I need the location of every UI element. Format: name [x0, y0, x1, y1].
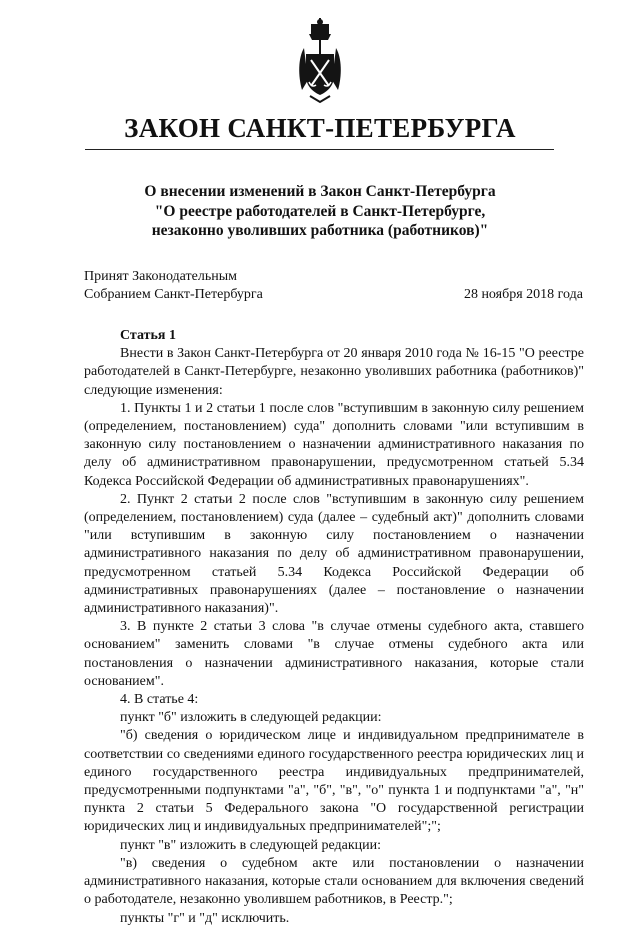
article-paragraph: пункт "б" изложить в следующей редакции:: [120, 710, 382, 726]
article-paragraph: Внести в Закон Санкт-Петербурга от 20 января 2010 года № 16-15 "О реестре работодателей в Санкт-Петербурге, незаконно уволивших работника (работников)" следующие изменения:: [84, 346, 584, 398]
adoption-statement: [84, 268, 263, 304]
article-paragraph: 3. В пункте 2 статьи 3 слова "в случае отмены судебного акта, ставшего основанием" заменить словами "в случае отмены судебного акта или постановления о назначении административного наказания, которые стали основанием".: [84, 619, 584, 689]
adoption-line: Принят Законодательным: [84, 269, 237, 284]
article-paragraph: пункт "в" изложить в следующей редакции:: [120, 837, 382, 853]
article-paragraph: 2. Пункт 2 статьи 2 после слов "вступившим в законную силу решением (определением, постановлением) суда (далее – судебный акт)" дополнить словами "или вступившим в законную силу постановлением о назначении административного наказания по делу об административном правонарушении, предусмотренном статьей 5.34 Кодекса Российской Федерации об административных правонарушениях (далее – постановление о назначении административного наказания)".: [84, 491, 584, 617]
title-divider: [85, 149, 554, 150]
saint-petersburg-coat-of-arms-icon: [296, 18, 344, 104]
law-subtitle: [60, 182, 580, 241]
law-title: ЗАКОН САНКТ-ПЕТЕРБУРГА: [124, 113, 516, 143]
article-heading: Статья 1: [120, 328, 176, 343]
adoption-date: 28 ноября 2018 года: [463, 287, 583, 302]
article-paragraph: пункты "г" и "д" исключить.: [120, 910, 290, 926]
article-body: [84, 327, 584, 928]
adoption-line: Собранием Санкт-Петербурга: [84, 287, 263, 302]
article-paragraph: "б) сведения о юридическом лице и индивидуальном предпринимателе в соответствии со сведениями единого государственного реестра юридических лиц и единого государственного реестра индивидуальных предпринимателей, предусмотренными подпунктами "а", "б", "в", "о" пункта 1 и подпунктами "а", "н" пункта 2 статьи 5 Федерального закона "О государственной регистрации юридических лиц и индивидуальных предпринимателей";";: [84, 728, 584, 835]
article-paragraph: 4. В статье 4:: [120, 692, 199, 708]
article-paragraph: 1. Пункты 1 и 2 статьи 1 после слов "вступившим в законную силу решением (определением, постановлением) суда" дополнить словами "или вступившим в законную силу постановлением о назначении административного наказания по делу об административном правонарушении, предусмотренном статьей 5.34 Кодекса Российской Федерации об административных правонарушениях".: [84, 400, 584, 489]
article-paragraph: "в) сведения о судебном акте или постановлении о назначении административного наказания, которые стали основанием для включения сведений о работодателе, незаконно уволившем работников, в Реестр.";: [84, 855, 584, 908]
subtitle-line: незаконно уволивших работника (работников)": [151, 222, 489, 239]
subtitle-line: "О реестре работодателей в Санкт-Петербурге,: [154, 202, 486, 220]
subtitle-line: О внесении изменений в Закон Санкт-Петербурга: [144, 183, 496, 200]
